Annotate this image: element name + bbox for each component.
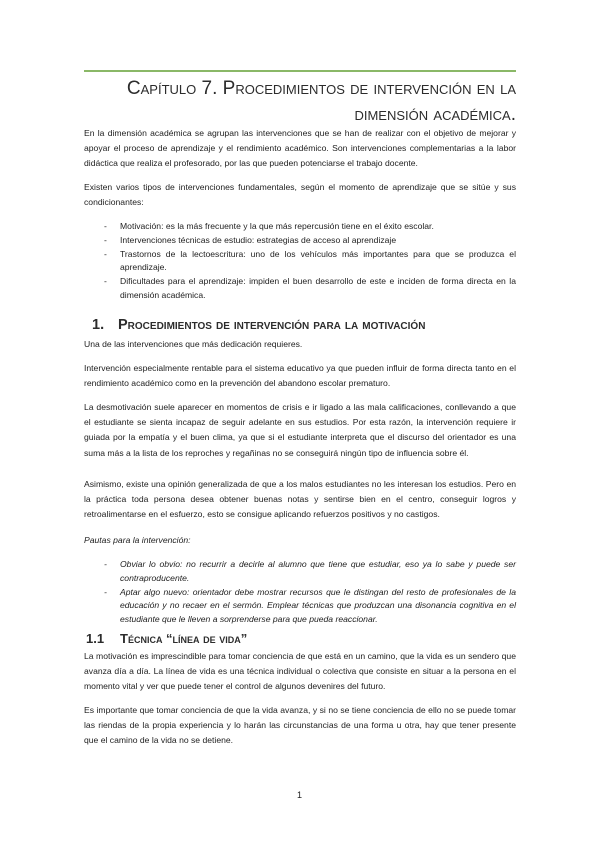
subsection-paragraph-1: La motivación es imprescindible para tomar conciencia de que está en un camino, que la vida es un sendero que avanza día a día. La línea de vida es una técnica individual o colectiva que consiste en situar a la persona en el momento vital y ver que puede tener el control de algunos devenires del futuro. [84,651,516,692]
subsection-paragraph-2: Es importante que tomar conciencia de que la vida avanza, y si no se tiene conciencia de ello no se puede tomar las riendas de la propia experiencia y lo harán las circunstancias de una forma u otra, hay que tener presente que el camino de la vida no se detiene. [84,705,516,746]
pautas-list [84,558,516,627]
section-heading-1 [92,316,425,334]
section1-paragraph-3: La desmotivación suele aparecer en momentos de crisis e ir ligado a las mala calificaciones, conllevando a que el estudiante se sienta incapaz de seguir adelante en sus estudios. Por esta razón, la intervención requiere ir guiada por la empatía y el buen clima, ya que si el estudiante interpreta que el discurso del orientador es una suma más a la lista de los reproches y regañinas no se conseguirá ningún tipo de influencia sobre él. [84,402,516,458]
subsection-number: 1.1 [86,631,105,646]
chapter-title-line-2: dimensión académica. [354,104,516,125]
section-number: 1. [92,317,105,333]
list-item: - Intervenciones técnicas de estudio: estrategias de acceso al aprendizaje [104,234,397,245]
header-rule [84,70,516,72]
pautas-label: Pautas para la intervención: [84,535,191,545]
intro-paragraph-2: Existen varios tipos de intervenciones fundamentales, según el momento de aprendizaje que se sitúe y sus condicionantes: [84,182,516,208]
page-number: 1 [296,790,302,800]
chapter-title-line-1: Capítulo 7. Procedimientos de intervención en la [126,78,516,99]
section1-paragraph-1: Una de las intervenciones que más dedicación requieres. [84,339,303,349]
list-item: - Obviar lo obvio: no recurrir a decirle al alumno que tiene que estudiar, eso ya lo sabe y puede ser contraproducente. [104,559,516,583]
list-item: - Aptar algo nuevo: orientador debe mostrar recursos que le distingan del resto de profesionales de la educación y no recaer en el sermón. Emplear técnicas que produzcan una disonancia cognitiva en el estudiante que le lleven a sorprenderse para que pueda reaccionar. [104,586,516,625]
intro-paragraph-1: En la dimensión académica se agrupan las intervenciones que se han de realizar con el objetivo de mejorar y apoyar el proceso de aprendizaje y el rendimiento académico. Son intervenciones complementarias a la labor didáctica que realiza el profesorado, por las que pueden potenciarse el trabajo docente. [84,128,516,169]
list-item: - Dificultades para el aprendizaje: impiden el buen desarrollo de este e inciden de forma directa en la dimensión académica. [104,276,516,300]
subsection-title: Técnica “línea de vida” [120,631,248,646]
list-item: - Motivación: es la más frecuente y la que más repercusión tiene en el éxito escolar. [104,221,434,231]
section1-paragraph-4: Asimismo, existe una opinión generalizada de que a los malos estudiantes no les interesan los estudios. Pero en la práctica toda persona desea obtener buenas notas y sentirse bien en el centro, conseguir logros y retroalimentarse en el esfuerzo, esto se consigue aplicando refuerzos positivos y no castigos. [84,479,516,520]
list-item: - Trastornos de la lectoescritura: uno de los vehículos más importantes para que se produzca el aprendizaje. [104,248,516,273]
intro-list [84,220,516,303]
section1-paragraph-2: Intervención especialmente rentable para el sistema educativo ya que pueden influir de forma directa tanto en el rendimiento académico como en la prevención del abandono escolar prematuro. [84,363,516,389]
section-title: Procedimientos de intervención para la motivación [118,317,426,333]
chapter-title [84,76,516,128]
subsection-heading-1-1 [86,631,247,647]
